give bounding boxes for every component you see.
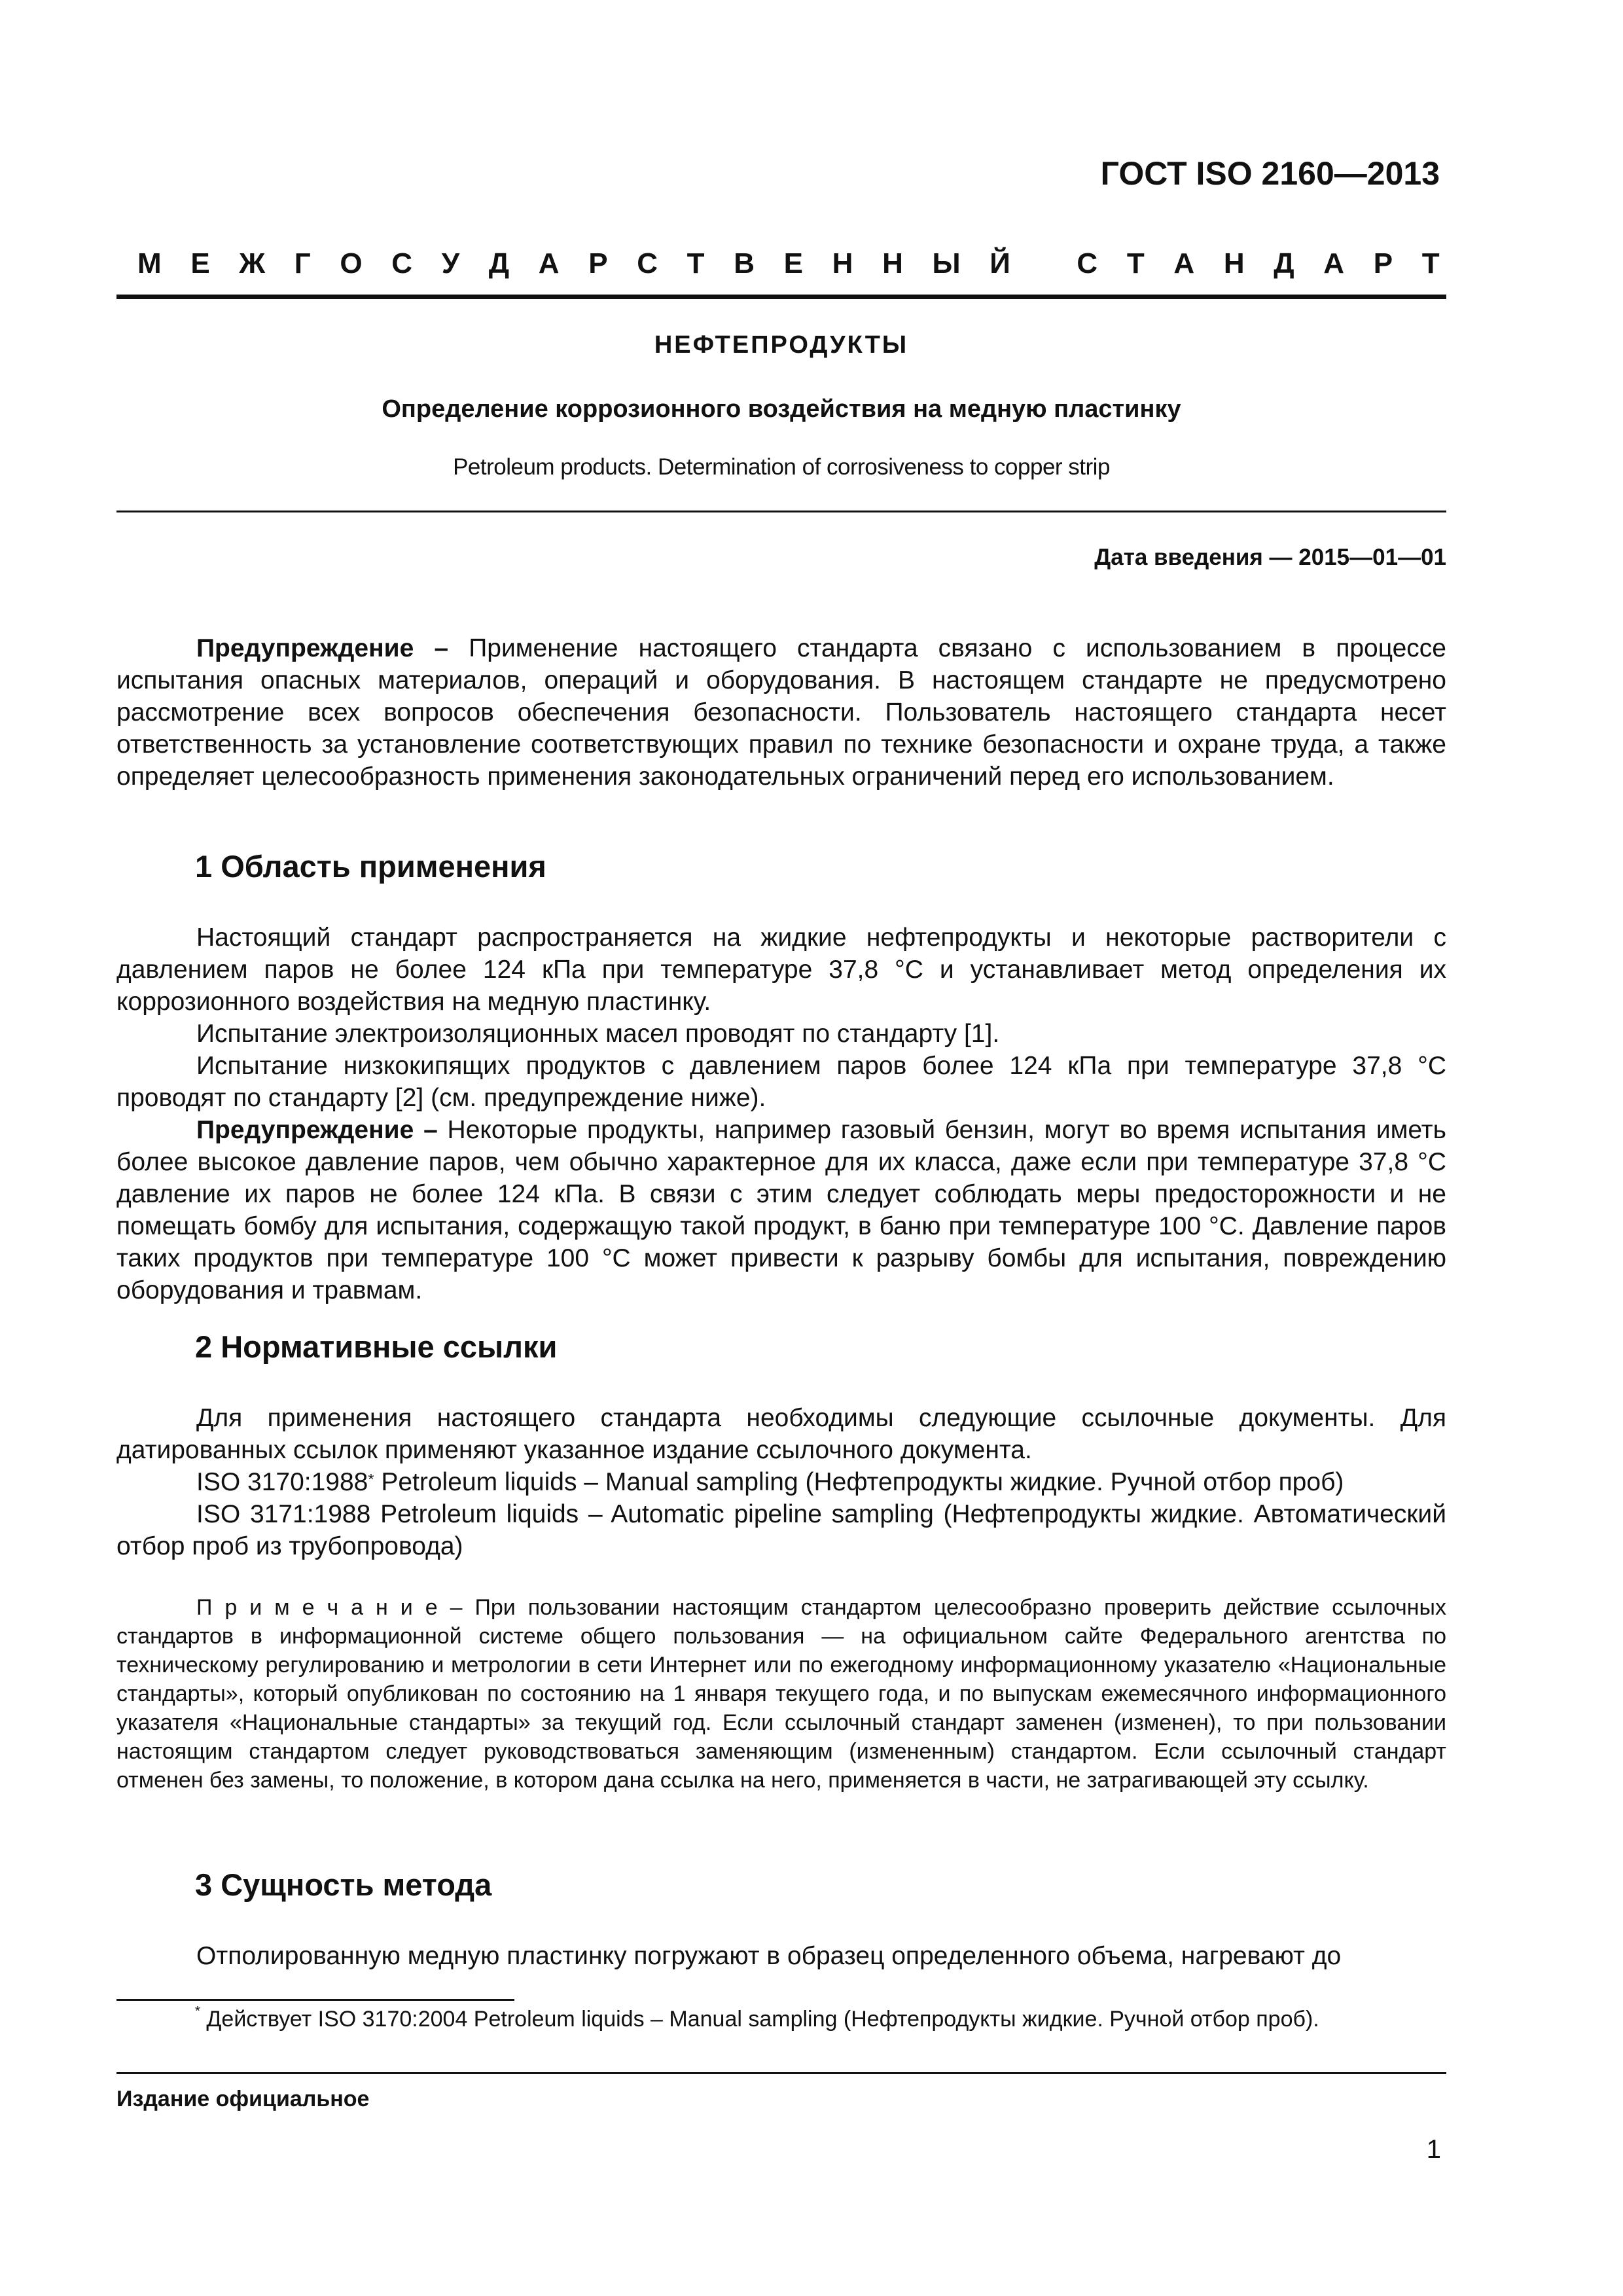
standard-id: ГОСТ ISO 2160—2013 — [1100, 155, 1440, 192]
interstate-letter: М — [137, 247, 162, 279]
document-title: НЕФТЕПРОДУКТЫ — [654, 331, 909, 359]
interstate-letter: С — [1077, 247, 1098, 279]
footnote-marker: * — [368, 1471, 374, 1488]
warning-label: Предупреждение – — [196, 634, 449, 662]
interstate-letter: Т — [687, 247, 705, 279]
footnote — [195, 2004, 1319, 2032]
interstate-letter: Т — [1126, 247, 1145, 279]
interstate-letter: Е — [190, 247, 210, 279]
scope-warning-paragraph — [116, 1114, 1446, 1306]
document-subtitle: Определение коррозионного воздействия на медную пластинку — [382, 395, 1181, 423]
title-rule — [116, 511, 1446, 512]
scope-paragraph-3: Испытание низкокипящих продуктов с давлением паров более 124 кПа при температуре 37,8 °С проводят по стандарту [2] (см. предупреждение ниже). — [116, 1052, 1446, 1112]
interstate-letter — [1040, 247, 1048, 280]
edition-label: Издание официальное — [116, 2087, 370, 2111]
section-heading-references: 2 Нормативные ссылки — [195, 1329, 558, 1364]
interstate-letter: Н — [1223, 247, 1245, 279]
interstate-letter: Р — [1373, 247, 1393, 279]
footnote-rule — [116, 1999, 514, 2001]
reference-iso-3171: ISO 3171:1988 Petroleum liquids – Automatic pipeline sampling (Нефтепродукты жидкие. Автоматический отбор проб из трубопровода) — [116, 1500, 1446, 1560]
section-heading-scope: 1 Область применения — [195, 849, 546, 884]
note-text: – При пользовании настоящим стандартом целесообразно проверить действие ссылочных стандартов в информационной системе общего пользования — на официальном сайте Федерального агентства по техническому регулированию и метрологии в сети Интернет или по ежегодному информационному указателю «Национальные стандарты», который опубликован по состоянию на 1 января текущего года, и по выпускам ежемесячного информационного указателя «Национальные стандарты» за текущий год. Если ссылочный стандарт заменен (изменен), то при пользовании настоящим стандартом следует руководствоваться заменяющим (измененным) стандартом. Если ссылочный стандарт отменен без замены, то положение, в котором дана ссылка на него, применяется в части, не затрагивающей эту ссылку. — [116, 1595, 1446, 1793]
scope-paragraph-2: Испытание электроизоляционных масел проводят по стандарту [1]. — [196, 1020, 1000, 1048]
header-rule — [116, 295, 1446, 299]
note-label: П р и м е ч а н и е — [196, 1595, 438, 1620]
interstate-letter: Ж — [239, 247, 266, 279]
reference-title: Petroleum liquids – Manual sampling (Нефтепродукты жидкие. Ручной отбор проб) — [374, 1468, 1344, 1496]
references-paragraph: Для применения настоящего стандарта необходимы следующие ссылочные документы. Для датированных ссылок применяют указанное издание ссылочного документа. — [116, 1404, 1446, 1464]
interstate-letter: Й — [990, 247, 1010, 279]
page-number: 1 — [1426, 2135, 1441, 2164]
interstate-letter: Г — [294, 247, 311, 279]
interstate-letter: С — [637, 247, 658, 279]
interstate-letter: У — [441, 247, 460, 279]
interstate-letter: Т — [1421, 247, 1440, 279]
interstate-letter: А — [538, 247, 560, 279]
section-heading-method: 3 Сущность метода — [195, 1867, 492, 1902]
bottom-rule — [116, 2072, 1446, 2074]
interstate-letter: Ы — [932, 247, 961, 279]
interstate-standard-heading — [137, 247, 1440, 280]
interstate-letter: С — [391, 247, 413, 279]
reference-code: ISO 3170:1988 — [196, 1468, 368, 1496]
reference-iso-3170 — [116, 1466, 1446, 1498]
warning-paragraph — [116, 632, 1446, 793]
scope-warning-label: Предупреждение – — [196, 1116, 438, 1144]
introduction-date: Дата введения — 2015—01—01 — [1094, 545, 1446, 570]
interstate-letter: Д — [1274, 247, 1294, 279]
interstate-letter: Н — [882, 247, 903, 279]
interstate-letter: А — [1173, 247, 1195, 279]
interstate-letter: Н — [832, 247, 853, 279]
warning-text: Применение настоящего стандарта связано с использованием в процессе испытания опасных материалов, операций и оборудования. В настоящем стандарте не предусмотрено рассмотрение всех вопросов обеспечения безопасности. Пользователь настоящего стандарта несет ответственность за установление соответствующих правил по технике безопасности и охране труда, а также определяет целесообразность применения законодательных ограничений перед его использованием. — [116, 634, 1446, 791]
method-paragraph: Отполированную медную пластинку погружают в образец определенного объема, нагревают до — [196, 1942, 1342, 1970]
scope-paragraph-1: Настоящий стандарт распространяется на жидкие нефтепродукты и некоторые растворители с давлением паров не более 124 кПа при температуре 37,8 °С и устанавливает метод определения их коррозионного воздействия на медную пластинку. — [116, 924, 1446, 1016]
note-paragraph — [116, 1593, 1446, 1795]
interstate-letter: Р — [588, 247, 608, 279]
document-title-english: Petroleum products. Determination of corrosiveness to copper strip — [453, 454, 1110, 480]
footnote-marker: * — [195, 2004, 200, 2018]
footnote-text: Действует ISO 3170:2004 Petroleum liquids – Manual sampling (Нефтепродукты жидкие. Ручной отбор проб). — [200, 2007, 1319, 2032]
interstate-letter: Д — [488, 247, 510, 279]
interstate-letter: А — [1323, 247, 1345, 279]
interstate-letter: Е — [783, 247, 803, 279]
interstate-letter: В — [734, 247, 755, 279]
scope-warning-text: Некоторые продукты, например газовый бензин, могут во время испытания иметь более высокое давление паров, чем обычно характерное для их класса, даже если при температуре 37,8 °С давление их паров не более 124 кПа. В связи с этим следует соблюдать меры предосторожности и не помещать бомбу для испытания, содержащую такой продукт, в баню при температуре 100 °С. Давление паров таких продуктов при температуре 100 °С может привести к разрыву бомбы для испытания, повреждению оборудования и травмам. — [116, 1116, 1446, 1304]
interstate-letter: О — [340, 247, 363, 279]
